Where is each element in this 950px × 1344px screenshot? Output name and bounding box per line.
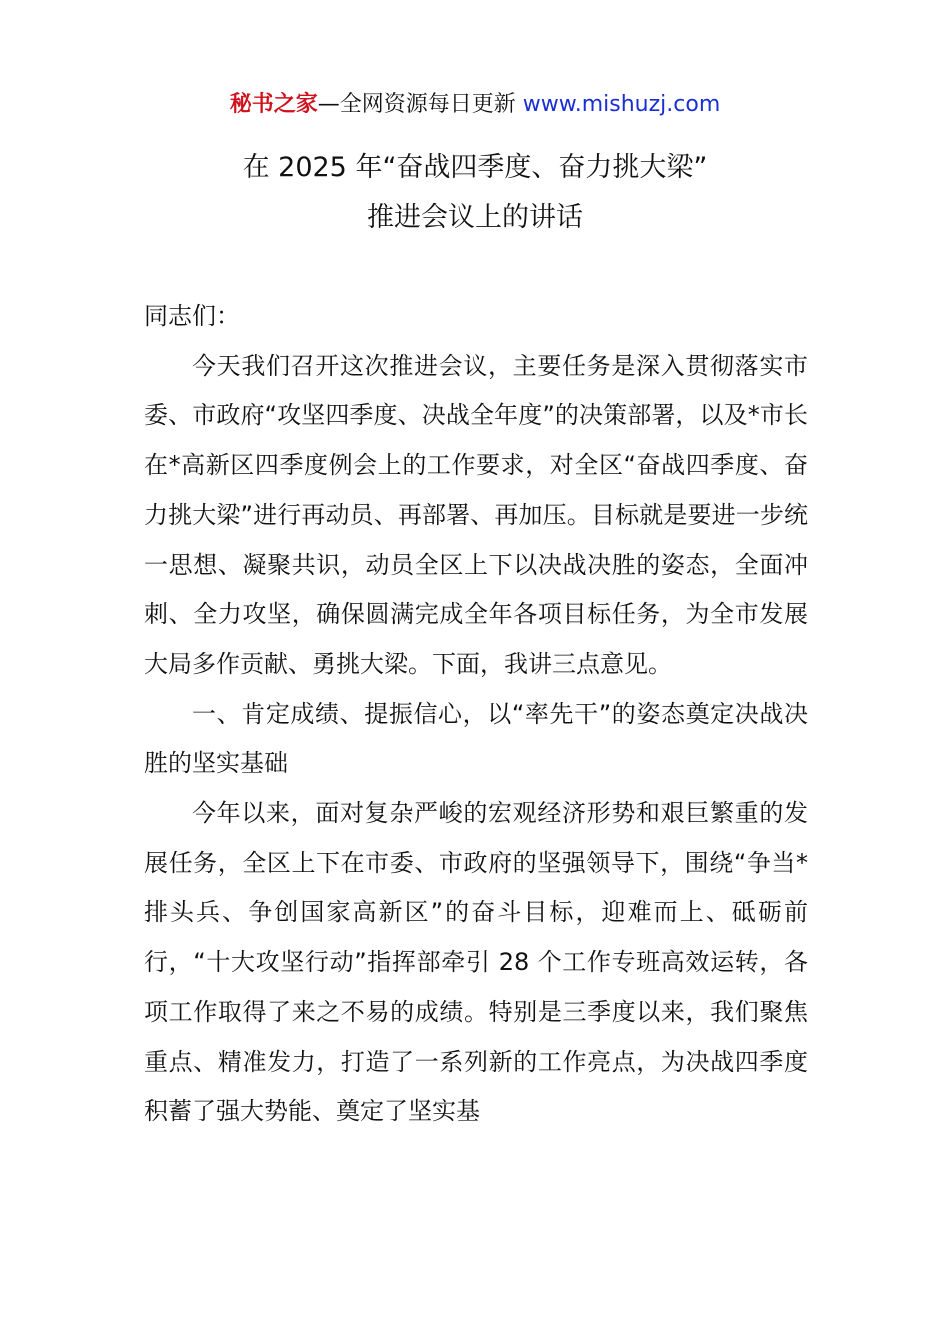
paragraph-achievements: 今年以来，面对复杂严峻的宏观经济形势和艰巨繁重的发展任务，全区上下在市委、市政府的坚强领导下，围绕“争当*排头兵、争创国家高新区”的奋斗目标，迎难而上、砥砺前行，“十大攻坚行动”指挥部牵引 28 个工作专班高效运转，各项工作取得了来之不易的成绩。特别是三季度以来，我们聚焦重点、精准发力，打造了一系列新的工作亮点，为决战四季度积蓄了强大势能、奠定了坚实基 <box>144 799 808 1126</box>
header-tagline: —全网资源每日更新 <box>317 92 523 117</box>
paragraph-intro: 今天我们召开这次推进会议，主要任务是深入贯彻落实市委、市政府“攻坚四季度、决战全年度”的决策部署，以及*市长在*高新区四季度例会上的工作要求，对全区“奋战四季度、奋力挑大梁”进行再动员、再部署、再加压。目标就是要进一步统一思想、凝聚共识，动员全区上下以决战决胜的姿态，全面冲刺、全力攻坚，确保圆满完成全年各项目标任务，为全市发展大局多作贡献、勇挑大梁。下面，我讲三点意见。 <box>144 351 808 678</box>
brand-name: 秘书之家 <box>229 92 318 117</box>
section-heading-1: 一、肯定成绩、提振信心，以“率先干”的姿态奠定决战决胜的坚实基础 <box>144 699 808 778</box>
document-title-line-1: 在 2025 年“奋战四季度、奋力挑大梁” <box>242 152 708 183</box>
document-title-line-2: 推进会议上的讲话 <box>367 202 583 233</box>
site-header <box>0 88 950 122</box>
document-body <box>144 292 808 1137</box>
salutation: 同志们： <box>144 302 240 330</box>
site-url-link[interactable]: www.mishuzj.com <box>522 92 721 117</box>
